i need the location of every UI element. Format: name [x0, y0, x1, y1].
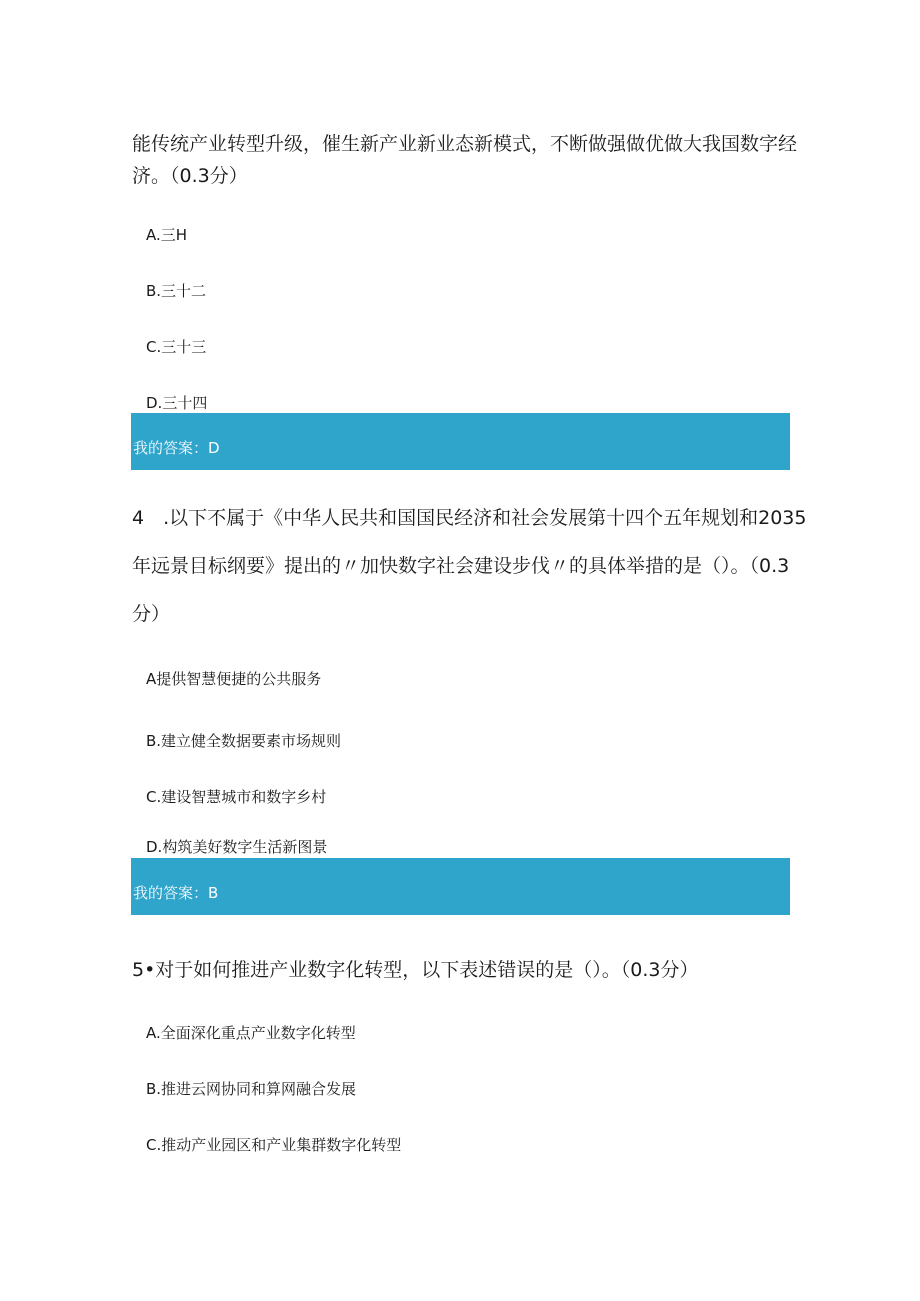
q3-text-line1: 能传统产业转型升级，催生新产业新业态新模式，不断做强做优做大我国数字经 [132, 133, 798, 155]
q4-option-a[interactable]: A提供智慧便捷的公共服务 [146, 670, 322, 688]
q4-answer-bar [131, 858, 790, 915]
q3-option-d[interactable]: D.三十四 [146, 394, 208, 412]
q5-option-c[interactable]: C.推动产业园区和产业集群数字化转型 [146, 1136, 402, 1154]
q4-text-line2: 年远景目标纲要》提出的〃加快数字社会建设步伐〃的具体举措的是（）。（0.3 [132, 555, 790, 577]
q3-option-c[interactable]: C.三十三 [146, 338, 207, 356]
q3-option-b[interactable]: B.三十二 [146, 282, 207, 300]
q5-option-b[interactable]: B.推进云网协同和算网融合发展 [146, 1080, 357, 1098]
q3-text-line2: 济。（0.3分） [132, 165, 248, 187]
q4-option-b[interactable]: B.建立健全数据要素市场规则 [146, 732, 342, 750]
q3-option-a[interactable]: A.三H [146, 226, 188, 244]
q4-my-answer: 我的答案：B [133, 884, 219, 902]
q3-answer-bar [131, 413, 790, 470]
q4-text-line1: 4 .以下不属于《中华人民共和国国民经济和社会发展第十四个五年规划和2035 [132, 507, 807, 529]
q4-text-line3: 分） [132, 603, 171, 625]
q5-option-a[interactable]: A.全面深化重点产业数字化转型 [146, 1024, 356, 1042]
q3-my-answer: 我的答案：D [133, 439, 220, 457]
q5-text-line1: 5•对于如何推进产业数字化转型，以下表述错误的是（）。（0.3分） [132, 959, 699, 981]
q4-option-c[interactable]: C.建设智慧城市和数字乡村 [146, 788, 327, 806]
q4-option-d[interactable]: D.构筑美好数字生活新图景 [146, 838, 328, 856]
